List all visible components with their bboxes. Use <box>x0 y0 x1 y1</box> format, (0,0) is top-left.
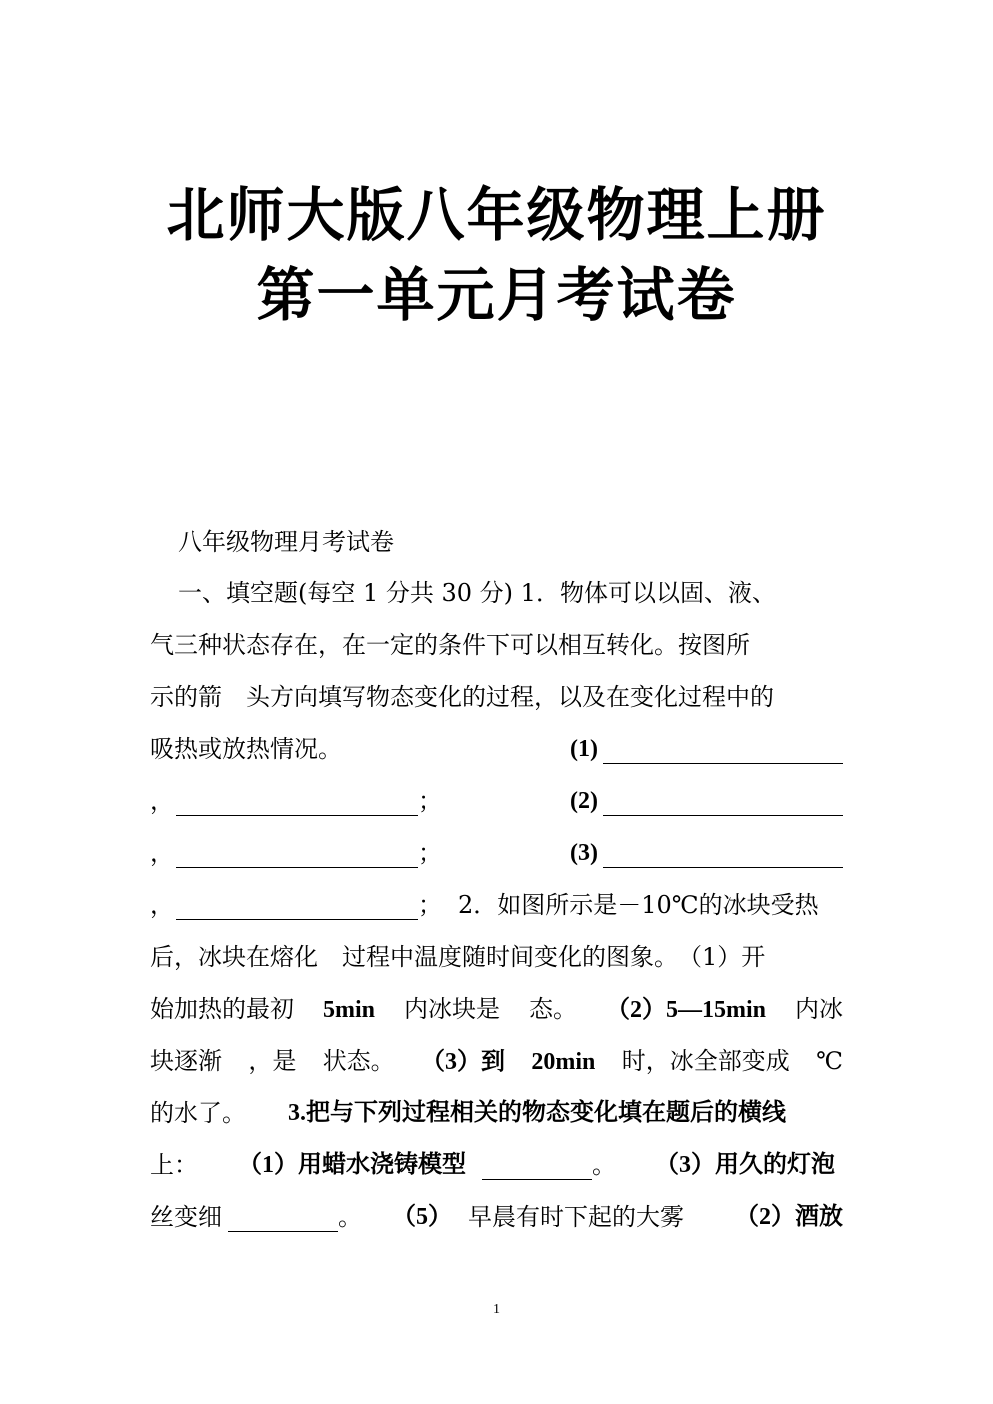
semicolon: ； <box>418 787 442 815</box>
answer-blank-q3-1[interactable] <box>482 1151 592 1180</box>
question-3-intro: 3.把与下列过程相关的物态变化填在题后的横线 <box>288 1100 786 1126</box>
question-1-text-line-3: 示的箭 头方向填写物态变化的过程，以及在变化过程中的 <box>150 683 774 711</box>
q2-text-a: 始加热的最初 <box>150 995 294 1023</box>
q2-text-d: 态。 <box>528 995 577 1023</box>
answer-blank-q3-3[interactable] <box>228 1203 338 1232</box>
exam-subtitle: 八年级物理月考试卷 <box>178 528 394 556</box>
question-2-line-4 <box>150 1041 843 1081</box>
document-title-line-2: 第一单元月考试卷 <box>256 261 737 329</box>
question-2-intro: 2．如图所示是－10℃的冰块受热 <box>458 891 819 919</box>
question-3-line-3 <box>150 1197 843 1237</box>
q3-item-1: （1）用蜡水浇铸模型 <box>238 1152 466 1178</box>
blank-label-1: (1) <box>570 736 598 762</box>
answer-blank-2b[interactable] <box>176 839 418 868</box>
q3-item-2: （2）酒放 <box>735 1204 843 1230</box>
q2-text-g: 块逐渐 <box>150 1047 222 1075</box>
page-number: 1 <box>493 1302 500 1317</box>
question-3-line-1 <box>150 1093 843 1133</box>
q2-text-f: 内冰 <box>794 995 843 1023</box>
q3-period-1: 。 <box>592 1151 616 1179</box>
q2-unit-celsius: ℃ <box>816 1047 843 1075</box>
q2-time-5min: 5min <box>322 997 375 1023</box>
question-2-line-3 <box>150 989 843 1029</box>
answer-line-3 <box>150 885 843 925</box>
question-1-text-line-4: 吸热或放热情况。 <box>150 735 342 763</box>
question-1-line-4 <box>150 729 843 769</box>
q3-item-5: （5） <box>392 1204 452 1230</box>
section-heading: 一、填空题(每空 1 分共 30 分) 1．物体可以以固、液、 <box>178 579 776 607</box>
q2-text-h: ，是 <box>248 1047 297 1075</box>
semicolon: ； <box>418 839 442 867</box>
q3-text-b: 丝变细 <box>150 1203 222 1231</box>
q3-text-a: 上： <box>150 1151 198 1179</box>
q3-text-c: 早晨有时下起的大雾 <box>468 1203 684 1231</box>
question-1-text-line-2: 气三种状态存在，在一定的条件下可以相互转化。按图所 <box>150 631 750 659</box>
answer-blank-1a[interactable] <box>603 735 843 764</box>
q2-text-j: 时，冰全部变成 <box>621 1047 790 1075</box>
q2-text-c: 内冰块是 <box>403 995 500 1023</box>
question-3-line-2 <box>150 1145 843 1185</box>
blank-label-3: (3) <box>570 840 598 866</box>
answer-blank-1b[interactable] <box>176 787 418 816</box>
q2-time-20min: 20min <box>531 1049 596 1075</box>
blank-label-2: (2) <box>570 788 598 814</box>
question-2-text-line-2: 后，冰块在熔化 过程中温度随时间变化的图象。 （1）开 <box>150 943 766 971</box>
document-title-line-1: 北师大版八年级物理上册 <box>166 181 827 249</box>
q3-period-2: 。 <box>338 1203 362 1231</box>
comma: ， <box>150 839 174 867</box>
answer-blank-3b[interactable] <box>176 891 418 920</box>
answer-blank-3a[interactable] <box>603 839 843 868</box>
comma: ， <box>150 891 174 919</box>
comma: ， <box>150 787 174 815</box>
answer-line-1 <box>150 781 843 821</box>
answer-blank-2a[interactable] <box>603 787 843 816</box>
semicolon: ； <box>418 891 442 919</box>
q2-text-i: 状态。 <box>322 1047 395 1075</box>
q3-item-3: （3）用久的灯泡 <box>655 1152 835 1178</box>
q2-part-3: （3）到 <box>421 1049 506 1075</box>
answer-line-2 <box>150 833 843 873</box>
q2-text-k: 的水了。 <box>150 1099 246 1127</box>
q2-part-2: （2）5—15min <box>605 997 766 1023</box>
